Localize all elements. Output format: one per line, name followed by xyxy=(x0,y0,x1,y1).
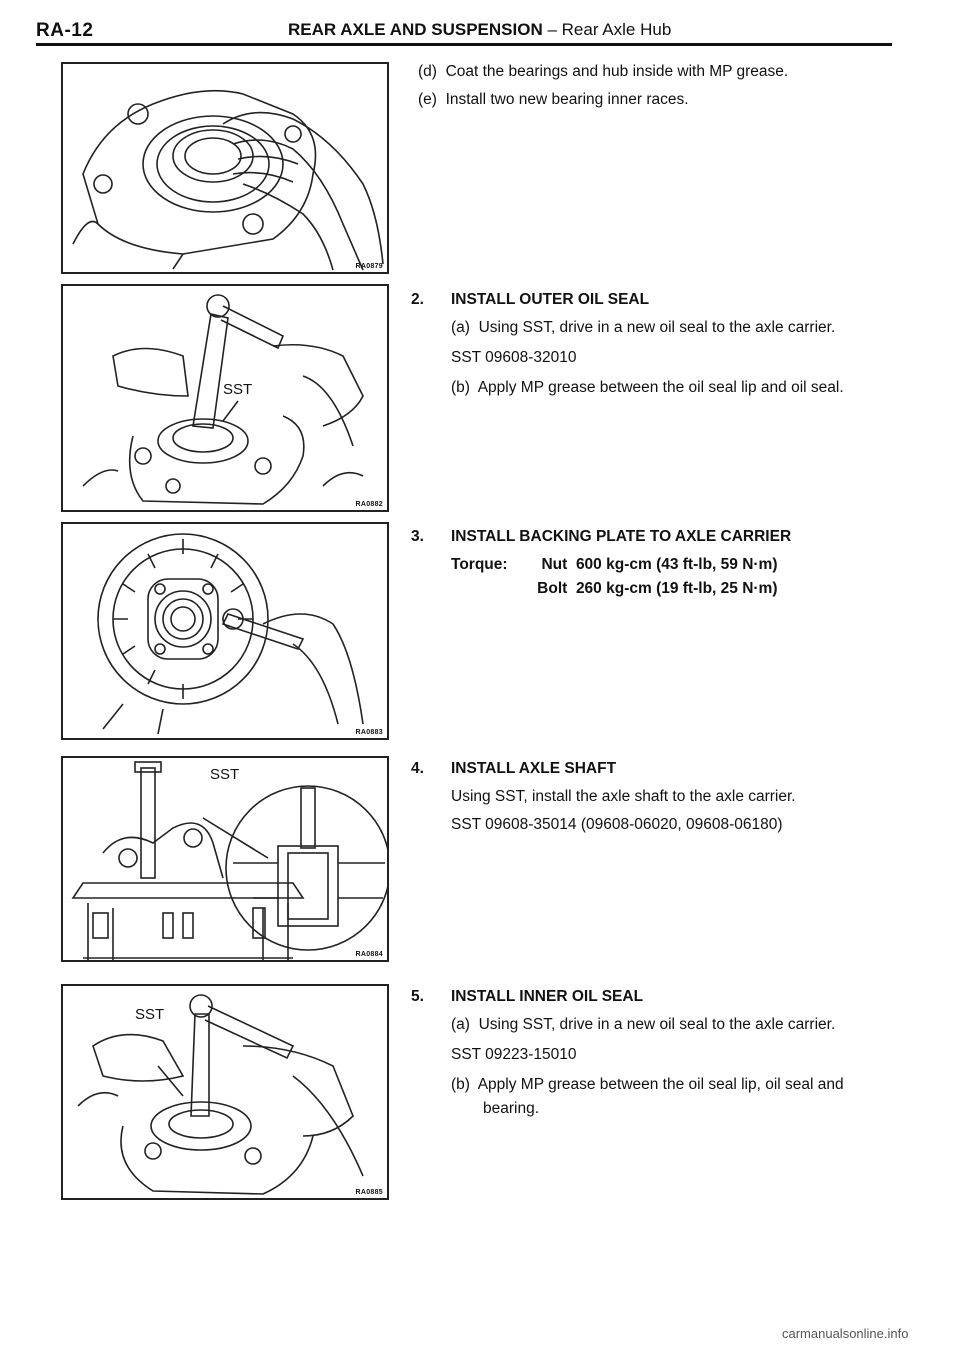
step-marker: (b) xyxy=(451,1076,470,1094)
step-marker: (a) xyxy=(451,1016,470,1034)
step-text: Install two new bearing inner races. xyxy=(445,91,689,109)
step-5a xyxy=(411,1013,901,1037)
oil-seal-driver-illustration xyxy=(63,286,387,510)
figure-code: RA0884 xyxy=(355,951,383,958)
bolt-torque-value: 260 kg-cm (19 ft-lb, 25 N·m) xyxy=(575,580,778,598)
page-title xyxy=(288,20,671,40)
step-heading: INSTALL OUTER OIL SEAL xyxy=(451,291,650,308)
step-4 xyxy=(411,757,901,837)
step-e xyxy=(418,88,898,112)
step-2b xyxy=(411,376,901,400)
step-3-title xyxy=(411,525,901,549)
figure-axle-shaft xyxy=(61,756,389,962)
step-text: Using SST, drive in a new oil seal to the axle carrier. xyxy=(478,319,836,337)
sst-label: SST xyxy=(135,1006,165,1023)
sst-number: SST 09608-32010 xyxy=(451,349,577,367)
figure-backing-plate xyxy=(61,522,389,740)
step-5b xyxy=(411,1073,901,1121)
step-marker: (e) xyxy=(418,91,437,109)
subsection-title: Rear Axle Hub xyxy=(561,20,672,39)
step-3 xyxy=(411,525,901,601)
step-2a xyxy=(411,316,901,340)
sst-label: SST xyxy=(210,766,240,783)
step-heading: INSTALL BACKING PLATE TO AXLE CARRIER xyxy=(451,528,792,545)
step-text: Apply MP grease between the oil seal lip, oil seal and bearing. xyxy=(477,1076,844,1118)
backing-plate-illustration xyxy=(63,524,387,738)
page-code: RA-12 xyxy=(36,20,94,41)
figure-outer-oil-seal xyxy=(61,284,389,512)
step-number: 2. xyxy=(411,291,424,308)
figure-inner-oil-seal xyxy=(61,984,389,1200)
step-2-title xyxy=(411,288,901,312)
step-4-text: Using SST, install the axle shaft to the axle carrier. xyxy=(451,788,796,806)
step-5 xyxy=(411,985,901,1121)
nut-label: Nut xyxy=(541,556,568,574)
figure-code: RA0883 xyxy=(355,729,383,736)
step-number: 4. xyxy=(411,760,424,777)
inner-oil-seal-driver-illustration xyxy=(63,986,387,1198)
step-2 xyxy=(411,288,901,400)
step-marker: (d) xyxy=(418,63,437,80)
step-text: Apply MP grease between the oil seal lip and oil seal. xyxy=(477,379,844,397)
step-text: Using SST, drive in a new oil seal to the axle carrier. xyxy=(478,1016,836,1034)
page-header xyxy=(36,14,892,40)
step-heading: INSTALL AXLE SHAFT xyxy=(451,760,617,777)
step-number: 5. xyxy=(411,988,424,1005)
header-rule xyxy=(36,43,892,46)
figure-code: RA0885 xyxy=(355,1189,383,1196)
hub-bearing-illustration xyxy=(63,64,387,272)
torque-label: Torque: xyxy=(451,556,508,574)
step-4-title xyxy=(411,757,901,781)
step-d xyxy=(418,60,898,84)
title-separator: – xyxy=(547,20,557,39)
continued-steps xyxy=(418,60,898,112)
step-number: 3. xyxy=(411,528,424,545)
nut-torque-value: 600 kg-cm (43 ft-lb, 59 N·m) xyxy=(575,556,778,574)
step-marker: (a) xyxy=(451,319,470,337)
torque-spec-bolt xyxy=(411,577,901,601)
step-heading: INSTALL INNER OIL SEAL xyxy=(451,988,644,1005)
bolt-label: Bolt xyxy=(537,580,568,598)
torque-spec xyxy=(411,553,901,577)
sst-label: SST xyxy=(223,381,253,398)
section-title: REAR AXLE AND SUSPENSION xyxy=(288,20,543,39)
step-5-title xyxy=(411,985,901,1009)
sst-number: SST 09223-15010 xyxy=(451,1046,577,1064)
axle-shaft-press-illustration xyxy=(63,758,387,960)
watermark: carmanualsonline.info xyxy=(782,1326,909,1341)
figure-bearing-grease xyxy=(61,62,389,274)
sst-number: SST 09608-35014 (09608-06020, 09608-06180) xyxy=(451,816,783,834)
step-marker: (b) xyxy=(451,379,470,397)
figure-code: RA0879 xyxy=(355,263,383,270)
step-text: Coat the bearings and hub inside with MP grease. xyxy=(445,63,789,80)
figure-code: RA0882 xyxy=(355,501,383,508)
